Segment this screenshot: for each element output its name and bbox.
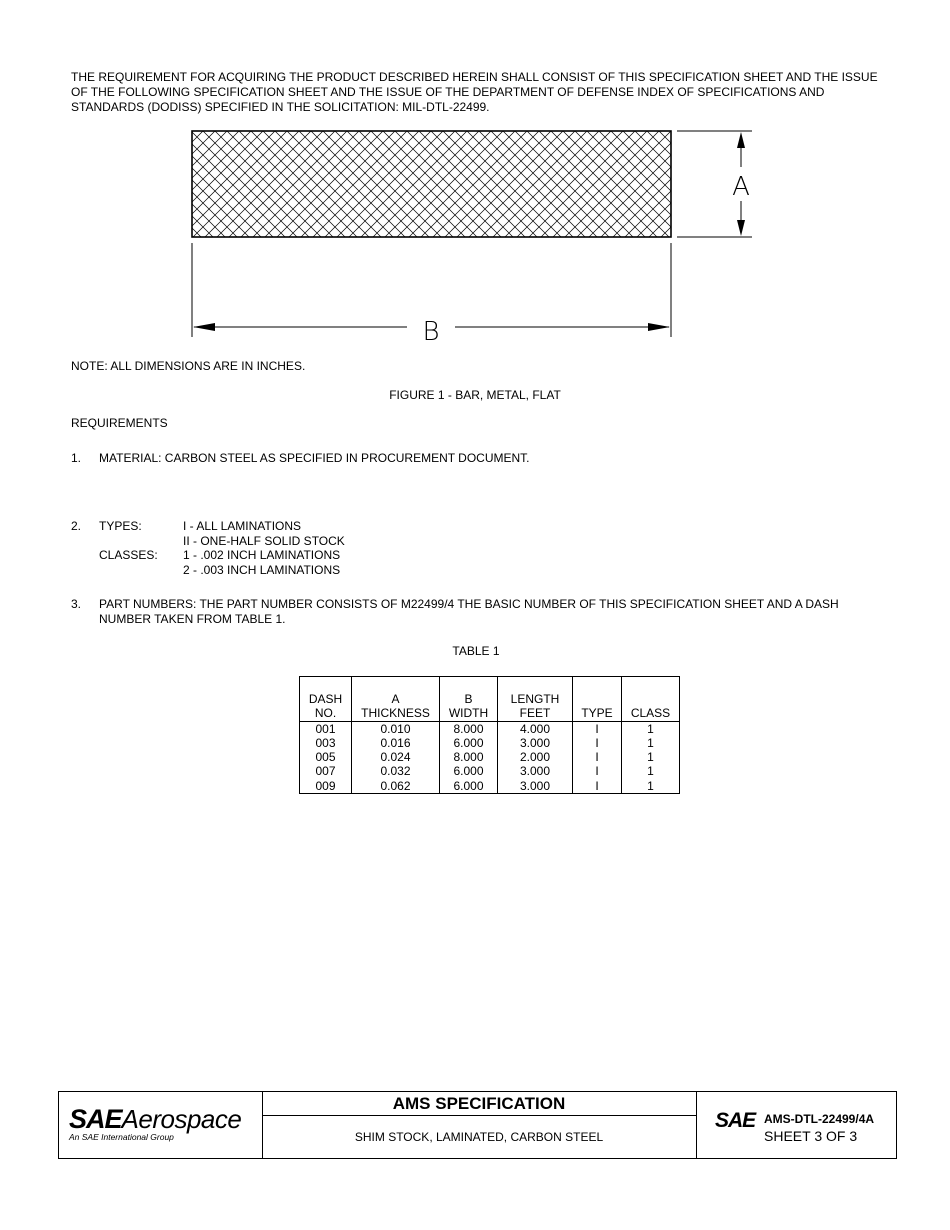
arrow-down [737, 220, 745, 236]
type-1: I - ALL LAMINATIONS [183, 519, 302, 533]
cell-width: 8.000 [440, 721, 498, 736]
table-row [300, 750, 680, 764]
cell-width: 6.000 [440, 779, 498, 794]
requirements-heading: REQUIREMENTS [71, 416, 168, 430]
sae-aerospace-logo [59, 1092, 263, 1158]
dimension-note: NOTE: ALL DIMENSIONS ARE IN INCHES. [71, 359, 306, 373]
cell-thickness: 0.016 [352, 736, 440, 750]
item-material: MATERIAL: CARBON STEEL AS SPECIFIED IN PROCUREMENT DOCUMENT. [99, 451, 530, 465]
item-part-numbers: PART NUMBERS: THE PART NUMBER CONSISTS OF M22499/4 THE BASIC NUMBER OF THIS SPECIFICATION SHEET AND A DASH NUMBER TAKEN FROM TABLE 1. [99, 597, 839, 626]
title-block [58, 1091, 897, 1159]
header-width: B WIDTH [440, 677, 498, 722]
cell-class: 1 [622, 779, 680, 794]
header-type: TYPE [573, 677, 622, 722]
small-sae-logo: SAE [715, 1109, 756, 1132]
class-2: 2 - .003 INCH LAMINATIONS [183, 562, 341, 577]
logo-aerospace-text: Aerospace [121, 1104, 242, 1134]
types-classes-list [99, 519, 345, 577]
cell-length: 4.000 [498, 721, 573, 736]
item-number-3: 3. [71, 597, 82, 611]
table-header-row [300, 677, 680, 722]
cell-type: I [573, 736, 622, 750]
dash-number-table [299, 676, 680, 794]
cell-dash: 001 [300, 721, 352, 736]
header-class: CLASS [622, 677, 680, 722]
logo-sae-text: SAE [69, 1104, 122, 1134]
header-thickness: A THICKNESS [352, 677, 440, 722]
table-row [300, 764, 680, 778]
classes-label: CLASSES: [99, 548, 158, 562]
arrow-up [737, 132, 745, 148]
cell-width: 8.000 [440, 750, 498, 764]
cell-dash: 007 [300, 764, 352, 778]
cell-type: I [573, 750, 622, 764]
cell-length: 3.000 [498, 764, 573, 778]
cell-thickness: 0.032 [352, 764, 440, 778]
figure-caption: FIGURE 1 - BAR, METAL, FLAT [389, 388, 561, 402]
types-label: TYPES: [99, 519, 142, 533]
cell-dash: 003 [300, 736, 352, 750]
table-row [300, 779, 680, 794]
cell-thickness: 0.024 [352, 750, 440, 764]
cell-length: 2.000 [498, 750, 573, 764]
cell-type: I [573, 764, 622, 778]
dimension-label-a: A [732, 172, 750, 202]
spec-subject: SHIM STOCK, LAMINATED, CARBON STEEL [354, 1130, 604, 1144]
cell-length: 3.000 [498, 779, 573, 794]
cell-thickness: 0.062 [352, 779, 440, 794]
arrow-right [648, 323, 670, 331]
header-dash-no: DASH NO. [300, 677, 352, 722]
item-number-1: 1. [71, 451, 82, 465]
class-1: 1 - .002 INCH LAMINATIONS [183, 548, 341, 562]
item-number-2: 2. [71, 519, 82, 533]
cell-dash: 009 [300, 779, 352, 794]
cell-length: 3.000 [498, 736, 573, 750]
cell-class: 1 [622, 750, 680, 764]
spec-type-title: AMS SPECIFICATION [262, 1092, 696, 1116]
arrow-left [193, 323, 215, 331]
logo-tagline: An SAE International Group [69, 1132, 174, 1142]
intro-paragraph: THE REQUIREMENT FOR ACQUIRING THE PRODUCT DESCRIBED HEREIN SHALL CONSIST OF THIS SPECIFICATION SHEET AND THE ISSUE OF THE FOLLOWING SPECIFICATION SHEET AND THE ISSUE OF THE DEPARTMENT OF DEFENSE INDEX OF SPECIFICATIONS AND STANDARDS (DODISS) SPECIFIED IN THE SOLICITATION: MIL-DTL-22499. [71, 70, 878, 114]
cell-width: 6.000 [440, 764, 498, 778]
doc-id-cell [697, 1092, 896, 1158]
cell-thickness: 0.010 [352, 721, 440, 736]
header-length: LENGTH FEET [498, 677, 573, 722]
cell-width: 6.000 [440, 736, 498, 750]
table-title: TABLE 1 [452, 644, 500, 658]
bar-cross-section [192, 131, 671, 237]
cell-class: 1 [622, 721, 680, 736]
title-cell [262, 1092, 697, 1158]
cell-type: I [573, 721, 622, 736]
bar-figure [185, 125, 765, 345]
dimension-label-b: B [422, 317, 440, 345]
document-number: AMS-DTL-22499/4A [764, 1112, 875, 1126]
type-2: II - ONE-HALF SOLID STOCK [183, 533, 345, 548]
table-row [300, 721, 680, 736]
table-row [300, 736, 680, 750]
cell-type: I [573, 779, 622, 794]
sheet-number: SHEET 3 OF 3 [764, 1128, 858, 1144]
cell-class: 1 [622, 764, 680, 778]
cell-dash: 005 [300, 750, 352, 764]
cell-class: 1 [622, 736, 680, 750]
